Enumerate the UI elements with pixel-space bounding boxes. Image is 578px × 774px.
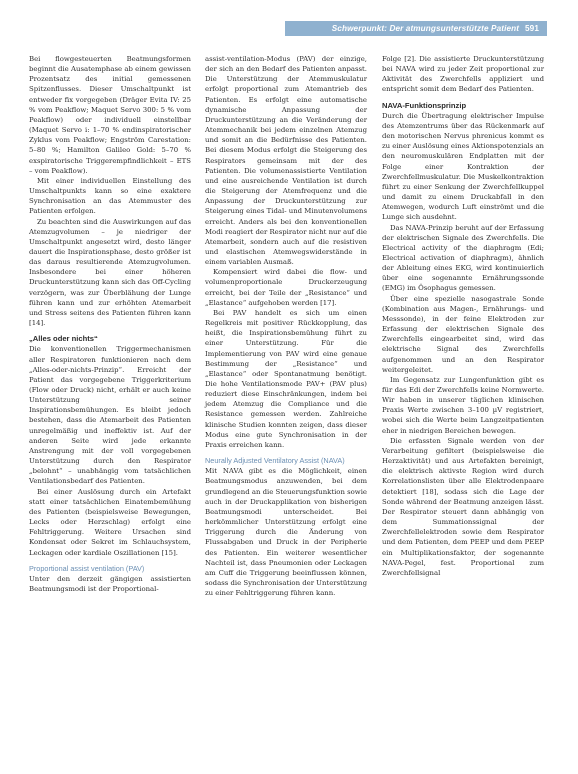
paragraph: Bei PAV handelt es sich um einen Regelkreis mit positiver Rückkopplung, das heißt, die Inspirationsbemühung führt zu einer Unterstützung. Für die Implementierung von PAV wird eine genaue Bestimmung der „Resistance“ und „Elastance“ oder Spontanatmung benötigt. Die hohe Ventilationsmode PAV+ (PAV plus) reduziert diese Einschränkungen, indem bei jedem Atemzug die Compliance und die Resistance gemessen werden. Zahlreiche klinische Studien konnten zeigen, dass dieser Modus eine gute Synchronisation in der Praxis erreichen kann. <box>205 308 367 449</box>
section-heading: „Alles oder nichts“ <box>29 334 98 344</box>
subsection-heading: Proportional assist ventilation (PAV) <box>29 563 145 573</box>
paragraph: Über eine spezielle nasogastrale Sonde (Kombination aus Magen-, Ernährungs- und Messsonde), in der feine Elektroden zur Erfassung der elektrischen Signale des Zwerchfells eingearbeitet sind, wird das elektrische Signal des Zwerchfells aufgenommen und an den Respirator weitergeleitet. <box>382 294 544 374</box>
text-column-3 <box>382 54 544 578</box>
paragraph: Bei flowgesteuerten Beatmungsformen beginnt die Ausatemphase ab einem gewissen Prozentsatz des initial gemessenen Spitzenflusses. Dieser Umschaltpunkt ist entweder fix vorgegeben (Dräger Evita IV: 25 % vom Peakflow; Maquet Servo 300: 5 % vom Peakflow) oder individuell einstellbar (Maquet Servo i: 1–70 % endinspiratorischer Zyklus vom Peakflow; Engström Carestation: 5–80 %; Hamilton Galileo Gold: 5–70 % exspiratorische Triggerempfindlichkeit – ETS – vom Peakflow). <box>29 55 191 175</box>
text-column-1 <box>29 54 191 594</box>
paragraph: Mit NAVA gibt es die Möglichkeit, einen Beatmungsmodus anzuwenden, bei dem grundlegend an die Steuerungsfunktion sowie auch in der Druckapplikation von bisherigen Beatmungsmodi unterscheidet. Bei herkömmlicher Unterstützung erfolgt eine Triggerung durch die Änderung von Flussabgaben und Druck in der Peripherie des Patienten. Ein weiterer wesentlicher Nachteil ist, dass Pneumonien oder Leckagen am Cuff die Triggerung beeinflussen können, sodass die Synchronisation der Unterstützung zu einer Fehltriggerung führen kann. <box>205 467 367 598</box>
paragraph: Mit einer individuellen Einstellung des Umschaltpunkts kann so eine exaktere Synchronisation an das Atemmuster des Patienten erfolgen. <box>29 176 191 216</box>
paragraph: Folge [2]. Die assistierte Druckunterstützung bei NAVA wird zu jeder Zeit proportional zur Aktivität des Zwerchfells appliziert und entspricht somit dem Bedarf des Patienten. <box>382 55 544 94</box>
paragraph: Die erfassten Signale werden von der Verarbeitung gefiltert (beispielsweise die Herzaktivität) und aus Artefakten bereinigt, die elektrisch aktivste Region wird durch Korrelationslisten über alle Elektrodenpaare detektiert [18], sodass sich die Lage der Sonde während der Beatmung anzeigen lässt. Der Respirator steuert dann abhängig von dem Summationssignal der Zwerchfellelektroden sowie dem Respirator und dem Patienten, dem PEEP und dem PEEP ein Multiplikationsfaktor, der sogenannte NAVA-Pegel, fest. Proportional zum Zwerchfellsignal <box>382 436 544 577</box>
paragraph: Zu beachten sind die Auswirkungen auf das Atemzugvolumen – je niedriger der Umschaltpunkt angesetzt wird, desto länger dauert die Inspirationsphase, desto größer ist das daraus resultierende Atemzugvolumen. Insbesondere bei einer höheren Druckunterstützung kann sich das Off-Cycling verzögern, was zur Überblähung der Lunge führen kann und zur erhöhten Atemarbeit und Stress seitens des Patienten führen kann [14]. <box>29 217 191 328</box>
paragraph: Bei einer Auslösung durch ein Artefakt statt einer tatsächlichen Einatembemühung des Patienten (beispielsweise Bewegungen, Lecks oder Herzschlag) erfolgt eine Fehltriggerung. Weitere Ursachen sind Kondensat oder Sekret im Schlauchsystem, Leckagen oder kardiale Oszillationen [15]. <box>29 487 191 557</box>
paragraph: Das NAVA-Prinzip beruht auf der Erfassung der elektrischen Signale des Zwerchfells. Die Electrical activity of the diaphragm (Edi; Electrical activation of diaphragm), ähnlich der Ableitung eines EKG, wird kontinuierlich über eine sogenannte Ernährungssonde (EMG) im Ösophagus gemessen. <box>382 223 544 293</box>
running-header-title: Schwerpunkt: Der atmungsunterstützte Patient <box>331 24 520 33</box>
paragraph: Unter den derzeit gängigen assistierten Beatmungsmodi ist der Proportional- <box>29 574 191 593</box>
paragraph: assist-ventilation-Modus (PAV) der einzige, der sich an den Bedarf des Patienten anpasst. Die Unterstützung der Atemmuskulatur erfolgt proportional zum Atemantrieb des Patienten. Es erfolgt eine automatische dynamische Anpassung der Druckunterstützung an die Veränderung der Atemmechanik bei jedem einzelnen Atemzug und somit an die Bedürfnisse des Patienten. Bei diesem Modus erfolgt die Steigerung des Respirators gemeinsam mit der des Patienten. Die volumenassistierte Ventilation und eine ausreichende Ventilation ist durch die Steigerung der Atemfrequenz und die Anpassung der Druckunterstützung zur Steigerung eines Tidal- und Minutenvolumens erreicht. Anders als bei den konventionellen Modi reagiert der Respirator nicht nur auf die Atemarbeit, sondern auch auf die resistiven und elastischen Atemwegswiderstände in einem variablen Ausmaß. <box>205 55 367 267</box>
page-number: 591 <box>525 24 539 33</box>
paragraph: Kompensiert wird dabei die flow- und volumenproportionale Druckerzeugung erreicht, bei der Teile der „Resistance“ und „Elastance“ aufgehoben werden [17]. <box>205 268 367 307</box>
text-column-2 <box>205 54 367 598</box>
paragraph: Die konventionellen Triggermechanismen aller Respiratoren funktionieren nach dem „Alles-oder-nichts-Prinzip“. Erreicht der Patient das vorgegebene Triggerkriterium (Flow oder Druck) nicht, erhält er auch keine Unterstützung seiner Inspirationsbemühungen. Es bleibt jedoch bestehen, dass die Atemarbeit des Patienten unregelmäßig und ineffektiv ist. Auf der anderen Seite wird jede erkannte Anstrengung mit der voll vorgegebenen Unterstützung durch den Respirator „belohnt“ – unabhängig vom tatsächlichen Ventilationsbedarf des Patienten. <box>29 345 191 486</box>
section-heading: NAVA-Funktionsprinzip <box>382 100 467 110</box>
paragraph: Durch die Übertragung elektrischer Impulse des Atemzentrums über das Rückenmark auf den motorischen Nervus phrenicus kommt es zu einer Auslösung eines Aktionspotenzials an den neuromuskulären Endplatten mit der Folge einer Kontraktion der Zwerchfellmuskulatur. Die Muskelkontraktion führt zu einer Senkung der Zwerchfellkuppel und damit zu einem Druckabfall in den Atemwegen, wodurch Luft einströmt und die Lunge sich ausdehnt. <box>382 111 544 222</box>
running-header <box>285 21 547 36</box>
paragraph: Im Gegensatz zur Lungenfunktion gibt es für das Edi der Zwerchfells keine Normwerte. Wir haben in unserer täglichen klinischen Praxis Werte zwischen 3–100 µV registriert, wobei sich die Werte beim Langzeitpatienten eher in niedrigen Bereichen bewegen. <box>382 375 544 435</box>
subsection-heading: Neurally Adjusted Ventilatory Assist (NAVA) <box>205 456 345 466</box>
